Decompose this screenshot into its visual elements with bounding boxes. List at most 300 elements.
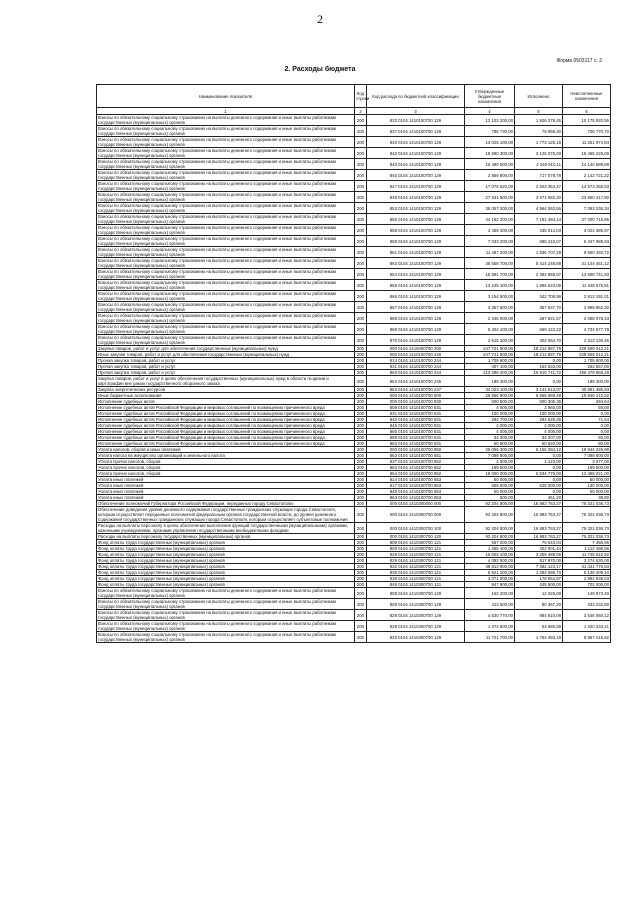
row-approved: 18 000 000,00: [465, 471, 515, 477]
row-name: Уплата прочих налогов, сборов: [97, 465, 355, 471]
row-name: Исполнение судебных актов Российской Федерации и мировых соглашений по возмещению причиненного вреда: [97, 411, 355, 417]
row-line-code: 200: [355, 258, 367, 269]
row-approved: 13 245 100,00: [465, 280, 515, 291]
row-name: Фонд оплаты труда государственных (муниципальных) органов: [97, 546, 355, 552]
header-remaining: Неисполненные назначения: [563, 85, 611, 108]
row-remaining: 9 967 216,82: [563, 632, 611, 643]
row-executed: 1 926 279,45: [515, 115, 563, 126]
row-line-code: 200: [355, 610, 367, 621]
table-row: [97, 247, 611, 258]
row-executed: 154 533,00: [515, 364, 563, 370]
row-line-code: 200: [355, 459, 367, 465]
row-remaining: 38,80: [563, 495, 611, 501]
row-approved: 213 396 400,00: [465, 370, 515, 376]
row-line-code: 200: [355, 540, 367, 546]
column-number: 2: [355, 108, 367, 115]
table-row: [97, 181, 611, 192]
row-budget-code: 837 0104 1410100700 852: [367, 459, 465, 465]
row-budget-code: 863 0104 1410100700 129: [367, 258, 465, 269]
row-budget-code: 863 0104 1410100700 851: [367, 453, 465, 459]
table-row: [97, 599, 611, 610]
row-executed: 80 367,20: [515, 599, 563, 610]
row-remaining: 15 465 225,00: [563, 148, 611, 159]
table-row: [97, 225, 611, 236]
row-executed: 2 503 354,47: [515, 181, 563, 192]
row-budget-code: 863 0104 1410100700 245: [367, 376, 465, 387]
table-row: [97, 523, 611, 534]
row-budget-code: 863 0104 1410100700 853: [367, 495, 465, 501]
row-budget-code: 866 0104 1410100700 129: [367, 291, 465, 302]
row-line-code: 200: [355, 558, 367, 564]
row-budget-code: 859 0104 1410100700 831: [367, 435, 465, 441]
row-name: Фонд оплаты труда государственных (муниципальных) органов: [97, 558, 355, 564]
row-name: Взносы по обязательному социальному страхованию на выплаты денежного содержания и иные выплаты работникам государственных (муниципальных) органов: [97, 203, 355, 214]
row-executed: 18 212 887,79: [515, 346, 563, 352]
row-approved: 199 500,00: [465, 465, 515, 471]
row-name: Исполнение судебных актов: [97, 399, 355, 405]
row-budget-code: 000 0104 1410300700 000: [367, 507, 465, 523]
row-name: Взносы по обязательному социальному страхованию на выплаты денежного содержания и иные выплаты работникам государственных (муниципальных) органов: [97, 621, 355, 632]
row-budget-code: 864 0104 1410100700 852: [367, 471, 465, 477]
row-line-code: 200: [355, 588, 367, 599]
row-executed: 3 671 082,20: [515, 192, 563, 203]
row-budget-code: 828 0104 1410300700 121: [367, 552, 465, 558]
table-row: [97, 170, 611, 181]
row-approved: 3 000,00: [465, 423, 515, 429]
row-budget-code: 808 0104 1410100700 831: [367, 405, 465, 411]
row-approved: 15 002 100,00: [465, 552, 515, 558]
table-row: [97, 507, 611, 523]
row-remaining: 10 175 920,55: [563, 115, 611, 126]
row-line-code: 200: [355, 170, 367, 181]
row-name: Взносы по обязательному социальному страхованию на выплаты денежного содержания и иные выплаты работникам государственных (муниципальных) органов: [97, 159, 355, 170]
row-name: Взносы по обязательному социальному страхованию на выплаты денежного содержания и иные выплаты работникам государственных (муниципальных) органов: [97, 280, 355, 291]
row-remaining: 5 138 409,10: [563, 570, 611, 576]
header-approved: Утвержденные бюджетные назначения: [465, 85, 515, 108]
row-remaining: 71,64: [563, 417, 611, 423]
row-remaining: 13 508 741,93: [563, 269, 611, 280]
row-line-code: 200: [355, 417, 367, 423]
row-approved: 786 730,00: [465, 126, 515, 137]
page-number: 2: [317, 12, 323, 26]
row-budget-code: 870 0104 1410100700 129: [367, 335, 465, 346]
row-approved: 4 530 770,00: [465, 610, 515, 621]
row-line-code: 200: [355, 523, 367, 534]
row-executed: 12 326,00: [515, 588, 563, 599]
row-budget-code: 849 0104 1410100700 853: [367, 489, 465, 495]
row-name: Взносы по обязательному социальному страхованию на выплаты денежного содержания и иные выплаты работникам государственных (муниципальных) органов: [97, 610, 355, 621]
row-budget-code: 840 0104 1410100700 129: [367, 137, 465, 148]
row-name: Взносы по обязательному социальному страхованию на выплаты денежного содержания и иные выплаты работникам государственных (муниципальных) органов: [97, 181, 355, 192]
row-line-code: 200: [355, 335, 367, 346]
row-budget-code: 855 0104 1410100700 831: [367, 429, 465, 435]
row-remaining: 2 058 078,43: [563, 313, 611, 324]
row-name: Взносы по обязательному социальному страхованию на выплаты денежного содержания и иные выплаты работникам государственных (муниципальных) органов: [97, 291, 355, 302]
row-approved: 947 900,00: [465, 582, 515, 588]
row-budget-code: 835 0104 1410300700 121: [367, 570, 465, 576]
row-executed: 585 210,07: [515, 236, 563, 247]
row-remaining: 37 000 715,86: [563, 214, 611, 225]
row-budget-code: 863 0104 1410100700 852: [367, 465, 465, 471]
table-row: [97, 192, 611, 203]
row-executed: 0,00: [515, 453, 563, 459]
row-executed: 79 543,04: [515, 540, 563, 546]
row-executed: 2 382 958,07: [515, 269, 563, 280]
row-remaining: 11 745 610,92: [563, 552, 611, 558]
row-name: Взносы по обязательному социальному страхованию на выплаты денежного содержания и иные выплаты работникам государственных (муниципальных) органов: [97, 313, 355, 324]
row-approved: 4 000,00: [465, 429, 515, 435]
row-remaining: 12 465 221,00: [563, 471, 611, 477]
row-name: Исполнение судебных актов Российской Федерации и мировых соглашений по возмещению причиненного вреда: [97, 405, 355, 411]
row-approved: 50 000,00: [465, 489, 515, 495]
row-remaining: 3 024 385,97: [563, 225, 611, 236]
row-name: Взносы по обязательному социальному страхованию на выплаты денежного содержания и иные выплаты работникам государственных (муниципальных) органов: [97, 302, 355, 313]
row-executed: 342 708,99: [515, 291, 563, 302]
row-budget-code: 869 0104 1410100700 129: [367, 324, 465, 335]
row-budget-code: 808 0104 1410300700 129: [367, 588, 465, 599]
table-row: [97, 214, 611, 225]
row-line-code: 200: [355, 148, 367, 159]
row-remaining: 1 320 233,41: [563, 621, 611, 632]
row-approved: 13 025 100,00: [465, 137, 515, 148]
row-approved: 3 071 000,00: [465, 576, 515, 582]
row-line-code: 200: [355, 435, 367, 441]
row-budget-code: 848 0104 1410300700 121: [367, 582, 465, 588]
row-executed: 0,00: [515, 465, 563, 471]
row-executed: 16 883 763,27: [515, 501, 563, 507]
row-line-code: 200: [355, 477, 367, 483]
row-budget-code: 863 0104 1410100700 247: [367, 387, 465, 393]
row-name: Взносы по обязательному социальному страхованию на выплаты денежного содержания и иные выплаты работникам государственных (муниципальных) органов: [97, 324, 355, 335]
row-name: Взносы по обязательному социальному страхованию на выплаты денежного содержания и иные выплаты работникам государственных (муниципальных) органов: [97, 126, 355, 137]
row-remaining: 3 546 060,12: [563, 610, 611, 621]
row-executed: 6 656 689,48: [515, 393, 563, 399]
row-line-code: 200: [355, 364, 367, 370]
row-executed: 1 382 696,70: [515, 570, 563, 576]
row-budget-code: 000 0104 1415000700 200: [367, 346, 465, 352]
table-row: [97, 621, 611, 632]
row-approved: 44 192 200,00: [465, 214, 515, 225]
row-executed: 16 883 763,27: [515, 507, 563, 523]
row-line-code: 200: [355, 126, 367, 137]
row-executed: 18 212 887,79: [515, 352, 563, 358]
row-remaining: 4 734 677,78: [563, 324, 611, 335]
row-budget-code: 831 0104 1410100700 831: [367, 411, 465, 417]
row-approved: 35 057 300,00: [465, 203, 515, 214]
row-name: Закупка энергетических ресурсов: [97, 387, 355, 393]
row-approved: 15 891 700,00: [465, 269, 515, 280]
row-remaining: 252 567,00: [563, 364, 611, 370]
row-approved: 2 615 300,00: [465, 335, 515, 346]
row-executed: 79 959,30: [515, 126, 563, 137]
table-row: [97, 280, 611, 291]
row-remaining: 2 812 191,01: [563, 291, 611, 302]
row-approved: 7 098 800,00: [465, 453, 515, 459]
row-line-code: 200: [355, 302, 367, 313]
row-remaining: 333 232,80: [563, 599, 611, 610]
row-approved: 189 400,00: [465, 376, 515, 387]
row-name: Закупка товаров, работ и услуг в целях обеспечения государственных (муниципальных) нужд в области геодезии и картографии вне рамок государственного оборонного заказа: [97, 376, 355, 387]
row-budget-code: 863 0104 1410100700 831: [367, 441, 465, 447]
row-remaining: 75 321 036,73: [563, 501, 611, 507]
row-name: Закупка товаров, работ и услуг для обеспечения государственных (муниципальных) нужд: [97, 346, 355, 352]
row-line-code: 200: [355, 181, 367, 192]
row-remaining: 199 500,00: [563, 465, 611, 471]
row-line-code: 200: [355, 534, 367, 540]
row-remaining: 31 431 776,83: [563, 564, 611, 570]
row-name: Взносы по обязательному социальному страхованию на выплаты денежного содержания и иные выплаты работникам государственных (муниципальных) органов: [97, 137, 355, 148]
row-remaining: 702 000,00: [563, 582, 611, 588]
row-remaining: 7 093 236,34: [563, 203, 611, 214]
row-approved: 100 000,00: [465, 411, 515, 417]
row-line-code: 200: [355, 346, 367, 352]
row-line-code: 200: [355, 621, 367, 632]
row-executed: 178 064,97: [515, 576, 563, 582]
row-executed: 7 191 484,14: [515, 214, 563, 225]
row-approved: 34 300,00: [465, 435, 515, 441]
row-line-code: 200: [355, 441, 367, 447]
row-budget-code: 837 0104 1410100700 129: [367, 126, 465, 137]
row-approved: 11 487 200,00: [465, 247, 515, 258]
column-number: 3: [367, 108, 465, 115]
row-name: Взносы по обязательному социальному страхованию на выплаты денежного содержания и иные выплаты работникам государственных (муниципальных) органов: [97, 258, 355, 269]
table-row: [97, 324, 611, 335]
table-row: [97, 236, 611, 247]
row-executed: 5 414 248,88: [515, 258, 563, 269]
row-budget-code: 832 0104 1410300700 121: [367, 564, 465, 570]
row-name: Уплата налога на имущество организаций и земельного налога: [97, 453, 355, 459]
row-line-code: 200: [355, 564, 367, 570]
row-name: Исполнение судебных актов Российской Федерации и мировых соглашений по возмещению причиненного вреда: [97, 429, 355, 435]
row-executed: 525 000,00: [515, 483, 563, 489]
row-approved: 247 721 900,00: [465, 352, 515, 358]
row-executed: 3 256 489,08: [515, 552, 563, 558]
header-budget-code: Код расхода по бюджетной классификации: [367, 85, 465, 108]
row-name: Уплата иных платежей: [97, 495, 355, 501]
row-remaining: 75 321 036,73: [563, 523, 611, 534]
row-remaining: 0,00: [563, 429, 611, 435]
row-line-code: 200: [355, 501, 367, 507]
row-approved: 38 813 900,00: [465, 564, 515, 570]
row-remaining: 1 112 498,56: [563, 546, 611, 552]
row-approved: 17 076 620,00: [465, 181, 515, 192]
row-executed: 1 773 125,16: [515, 137, 563, 148]
row-approved: 60 600,00: [465, 441, 515, 447]
table-row: [97, 291, 611, 302]
row-budget-code: 845 0104 1410100700 831: [367, 423, 465, 429]
row-line-code: 200: [355, 192, 367, 203]
row-remaining: 229 509 012,21: [563, 352, 611, 358]
row-budget-code: 000 0104 1410100700 850: [367, 447, 465, 453]
row-budget-code: 831 0104 1410100700 244: [367, 364, 465, 370]
header-executed: Исполнено: [515, 85, 563, 108]
row-executed: 4 000,00: [515, 429, 563, 435]
row-executed: 357 637,70: [515, 302, 563, 313]
row-name: Исполнение судебных актов Российской Федерации и мировых соглашений по возмещению причиненного вреда: [97, 423, 355, 429]
row-budget-code: 840 0104 1410100700 831: [367, 417, 465, 423]
row-executed: 1 896 523,09: [515, 280, 563, 291]
row-name: Уплата иных платежей: [97, 477, 355, 483]
row-name: Иные бюджетные ассигнования: [97, 393, 355, 399]
row-approved: 34 023 100,00: [465, 387, 515, 393]
row-budget-code: 846 0104 1410100700 129: [367, 170, 465, 181]
row-approved: 92 204 800,00: [465, 507, 515, 523]
row-line-code: 200: [355, 115, 367, 126]
row-remaining: 229 509 012,21: [563, 346, 611, 352]
row-budget-code: 863 0104 1410100700 244: [367, 370, 465, 376]
row-budget-code: 828 0104 1410300700 129: [367, 610, 465, 621]
table-row: [97, 148, 611, 159]
row-line-code: 200: [355, 387, 367, 393]
row-approved: 557 000,00: [465, 540, 515, 546]
row-name: Уплата иных платежей: [97, 483, 355, 489]
row-approved: 92 204 800,00: [465, 523, 515, 534]
row-line-code: 200: [355, 423, 367, 429]
row-name: Фонд оплаты труда государственных (муниципальных) органов: [97, 570, 355, 576]
row-remaining: 23 860 417,80: [563, 192, 611, 203]
row-budget-code: 814 0104 1410100700 244: [367, 358, 465, 364]
row-line-code: 200: [355, 313, 367, 324]
row-name: Расходы на выплаты персоналу государственных (муниципальных) органов: [97, 534, 355, 540]
row-executed: 500 305,36: [515, 399, 563, 405]
row-approved: 4 500,00: [465, 459, 515, 465]
row-approved: 294 700,00: [465, 417, 515, 423]
table-row: [97, 137, 611, 148]
row-budget-code: 847 0104 1410100700 129: [367, 181, 465, 192]
row-executed: 0,00: [515, 376, 563, 387]
row-line-code: 200: [355, 352, 367, 358]
row-name: Уплата иных платежей: [97, 489, 355, 495]
row-budget-code: 000 0104 1410300000 000: [367, 501, 465, 507]
row-line-code: 200: [355, 247, 367, 258]
row-approved: 1 365 400,00: [465, 546, 515, 552]
row-line-code: 200: [355, 453, 367, 459]
row-budget-code: 838 0104 1410300700 121: [367, 576, 465, 582]
row-budget-code: 864 0104 1410100700 129: [367, 269, 465, 280]
row-approved: 500 600,00: [465, 399, 515, 405]
row-executed: 3 000,00: [515, 423, 563, 429]
row-line-code: 200: [355, 159, 367, 170]
row-executed: 16 883 763,27: [515, 523, 563, 534]
row-name: Расходы на выплаты персоналу в целях обеспечения выполнения функций государственными (муниципальными) органами, казенными учреждениями, органами управления государственными внебюджетными фондами: [97, 523, 355, 534]
row-executed: 3 125 075,00: [515, 148, 563, 159]
row-name: Взносы по обязательному социальному страхованию на выплаты денежного содержания и иные выплаты работникам государственных (муниципальных) органов: [97, 225, 355, 236]
row-line-code: 200: [355, 447, 367, 453]
row-budget-code: 817 0104 1410100700 853: [367, 483, 465, 489]
row-line-code: 200: [355, 236, 367, 247]
row-name: Фонд оплаты труда государственных (муниципальных) органов: [97, 576, 355, 582]
row-name: Уплата налогов, сборов и иных платежей: [97, 447, 355, 453]
row-budget-code: 814 0104 1410100700 853: [367, 477, 465, 483]
expenditure-table: [96, 84, 611, 643]
row-line-code: 200: [355, 324, 367, 335]
row-name: Фонд оплаты труда государственных (муниципальных) органов: [97, 540, 355, 546]
row-budget-code: 842 0104 1410100700 129: [367, 148, 465, 159]
row-name: Обеспечение полномочий Губернатора Российской Федерации, переданных городу Севастополю: [97, 501, 355, 507]
row-executed: 6 534 779,00: [515, 471, 563, 477]
column-number: 6: [563, 108, 611, 115]
row-budget-code: 859 0104 1410100700 129: [367, 236, 465, 247]
row-executed: 100 000,00: [515, 411, 563, 417]
row-line-code: 200: [355, 137, 367, 148]
row-executed: 294 628,36: [515, 417, 563, 423]
row-executed: 2 349 910,11: [515, 159, 563, 170]
row-approved: 162 200,00: [465, 588, 515, 599]
row-approved: 92 204 800,00: [465, 501, 515, 507]
row-executed: 669 422,22: [515, 324, 563, 335]
row-line-code: 200: [355, 632, 367, 643]
column-number: 1: [97, 108, 355, 115]
row-remaining: 80,00: [563, 441, 611, 447]
row-name: Уплата прочих налогов, сборов: [97, 459, 355, 465]
row-executed: 1 754 483,18: [515, 632, 563, 643]
row-name: Уплата прочих налогов, сборов: [97, 471, 355, 477]
row-executed: 4 964 063,66: [515, 203, 563, 214]
row-name: Взносы по обязательному социальному страхованию на выплаты денежного содержания и иные выплаты работникам государственных (муниципальных) органов: [97, 269, 355, 280]
table-row: [97, 335, 611, 346]
row-approved: 1 705 900,00: [465, 358, 515, 364]
row-name: Взносы по обязательному социальному страхованию на выплаты денежного содержания и иные выплаты работникам государственных (муниципальных) органов: [97, 192, 355, 203]
row-approved: 247 721 900,00: [465, 346, 515, 352]
row-remaining: 6 447 989,93: [563, 236, 611, 247]
row-name: Фонд оплаты труда государственных (муниципальных) органов: [97, 564, 355, 570]
row-name: Обеспечение доведения уровня денежного содержания государственных гражданских служащих города Севастополя, которым осуществляет переданные полномочия федеральным органов государственной власти, до уровня денежного содержания государственных гражданских служащих города Севастополя, которым осуществляет субъектовые полномочия: [97, 507, 355, 523]
row-name: Иные закупки товаров, работ и услуг для обеспечения государственных (муниципальных) нужд: [97, 352, 355, 358]
row-remaining: 50 000,00: [563, 477, 611, 483]
row-approved: 16 490 600,00: [465, 159, 515, 170]
column-number-row: [97, 108, 611, 115]
row-approved: 12 102 200,00: [465, 115, 515, 126]
row-line-code: 200: [355, 483, 367, 489]
row-line-code: 200: [355, 471, 367, 477]
row-line-code: 200: [355, 393, 367, 399]
row-name: Прочая закупка товаров, работ и услуг: [97, 358, 355, 364]
row-approved: 500,00: [465, 495, 515, 501]
row-executed: 3 960,00: [515, 405, 563, 411]
row-name: Взносы по обязательному социальному страхованию на выплаты денежного содержания и иные выплаты работникам государственных (муниципальных) органов: [97, 335, 355, 346]
row-line-code: 200: [355, 269, 367, 280]
row-approved: 26 056 300,00: [465, 447, 515, 453]
row-budget-code: 833 0104 1410100700 129: [367, 115, 465, 126]
row-remaining: 0,00: [563, 423, 611, 429]
row-name: Взносы по обязательному социальному страхованию на выплаты денежного содержания и иные выплаты работникам государственных (муниципальных) органов: [97, 599, 355, 610]
row-remaining: 0,00: [563, 411, 611, 417]
row-line-code: 200: [355, 576, 367, 582]
row-line-code: 200: [355, 405, 367, 411]
row-budget-code: 858 0104 1410100700 129: [367, 225, 465, 236]
table-row: [97, 269, 611, 280]
row-remaining: 149 873,40: [563, 588, 611, 599]
row-name: Взносы по обязательному социальному страхованию на выплаты денежного содержания и иные выплаты работникам государственных (муниципальных) органов: [97, 236, 355, 247]
row-budget-code: 809 0104 1410300700 121: [367, 546, 465, 552]
row-remaining: 9 650 492,72: [563, 247, 611, 258]
row-name: Взносы по обязательному социальному страхованию на выплаты денежного содержания и иные выплаты работникам государственных (муниципальных) органов: [97, 588, 355, 599]
row-line-code: 200: [355, 291, 367, 302]
row-line-code: 200: [355, 399, 367, 405]
row-budget-code: 808 0104 1410300700 121: [367, 540, 465, 546]
row-line-code: 200: [355, 411, 367, 417]
row-name: Исполнение судебных актов Российской Федерации и мировых соглашений по возмещению причиненного вреда: [97, 435, 355, 441]
row-budget-code: 848 0104 1410100700 129: [367, 192, 465, 203]
row-remaining: 50 000,00: [563, 489, 611, 495]
row-remaining: 31 144 451,12: [563, 258, 611, 269]
header-name: Наименование показателя: [97, 85, 355, 108]
row-line-code: 200: [355, 429, 367, 435]
row-remaining: 7 456,96: [563, 540, 611, 546]
row-line-code: 200: [355, 599, 367, 610]
row-budget-code: 000 0104 1410100700 830: [367, 399, 465, 405]
row-name: Фонд оплаты труда государственных (муниципальных) органов: [97, 552, 355, 558]
